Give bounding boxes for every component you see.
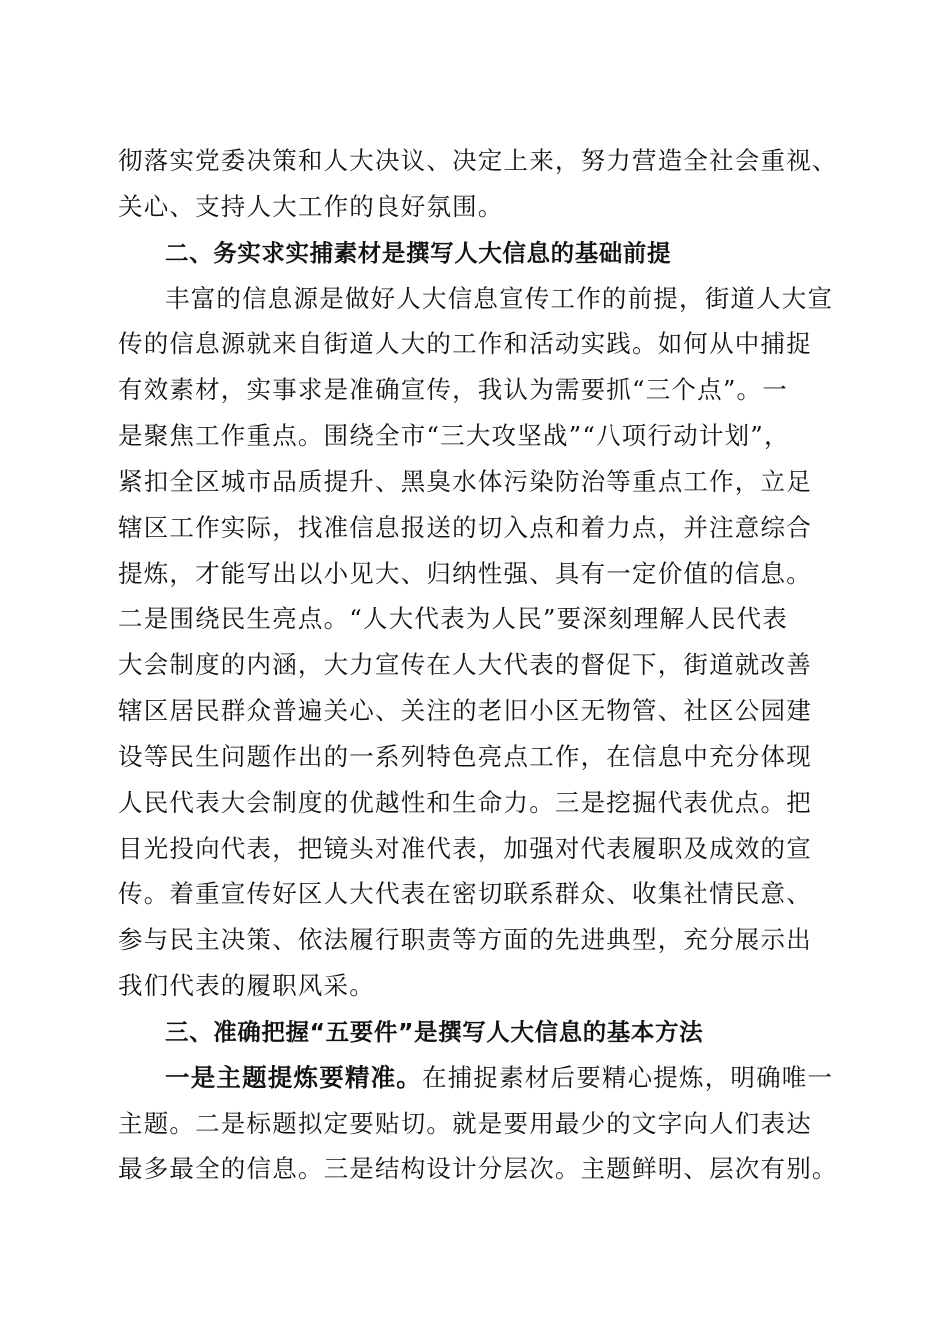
paragraph-2-line: 参与民主决策、依法履行职责等方面的先进典型，充分展示出 [118,925,812,954]
paragraph-2-line: 人民代表大会制度的优越性和生命力。三是挖掘代表优点。把 [118,788,812,817]
paragraph-2-line: 我们代表的履职风采。 [118,971,375,1000]
paragraph-2-line: 有效素材，实事求是准确宣传，我认为需要抓“三个点”。一 [118,375,788,404]
paragraph-2-line: 辖区居民群众普遍关心、关注的老旧小区无物管、社区公园建 [118,696,812,725]
section-heading-3: 三、准确把握“五要件”是撰写人大信息的基本方法 [165,1018,704,1046]
section-heading-2: 二、务实求实捕素材是撰写人大信息的基础前提 [165,239,672,267]
paragraph-2-line: 传。着重宣传好区人大代表在密切联系群众、收集社情民意、 [118,879,812,908]
paragraph-2-line: 传的信息源就来自街道人大的工作和活动实践。如何从中捕捉 [118,329,812,358]
paragraph-3-line: 最多最全的信息。三是结构设计分层次。主题鲜明、层次有别。 [118,1154,838,1183]
paragraph-3-line [165,1056,845,1100]
paragraph-2-line: 大会制度的内涵，大力宣传在人大代表的督促下，街道就改善 [118,650,812,679]
paragraph-3-line: 主题。二是标题拟定要贴切。就是要用最少的文字向人们表达 [118,1109,812,1138]
paragraph-2-line: 紧扣全区城市品质提升、黑臭水体污染防治等重点工作，立足 [118,467,812,496]
paragraph-3-first-line-rest: 在捕捉素材后要精心提炼，明确唯一 [422,1063,834,1092]
paragraph-1-line: 彻落实党委决策和人大决议、决定上来，努力营造全社会重视、 [118,146,838,175]
paragraph-2-line: 辖区工作实际，找准信息报送的切入点和着力点，并注意综合 [118,513,812,542]
paragraph-1-line: 关心、支持人大工作的良好氛围。 [118,192,504,221]
paragraph-3-lead: 一是主题提炼要精准。 [165,1063,422,1092]
paragraph-2-line: 提炼，才能写出以小见大、归纳性强、具有一定价值的信息。 [118,559,812,588]
paragraph-2-line: 目光投向代表，把镜头对准代表，加强对代表履职及成效的宣 [118,834,812,863]
paragraph-2-line: 二是围绕民生亮点。“人大代表为人民”要深刻理解人民代表 [118,604,788,633]
paragraph-2-line: 设等民生问题作出的一系列特色亮点工作，在信息中充分体现 [118,742,812,771]
paragraph-2-line: 丰富的信息源是做好人大信息宣传工作的前提，街道人大宣 [165,284,834,313]
paragraph-2-line: 是聚焦工作重点。围绕全市“三大攻坚战”“八项行动计划”， [118,421,790,450]
